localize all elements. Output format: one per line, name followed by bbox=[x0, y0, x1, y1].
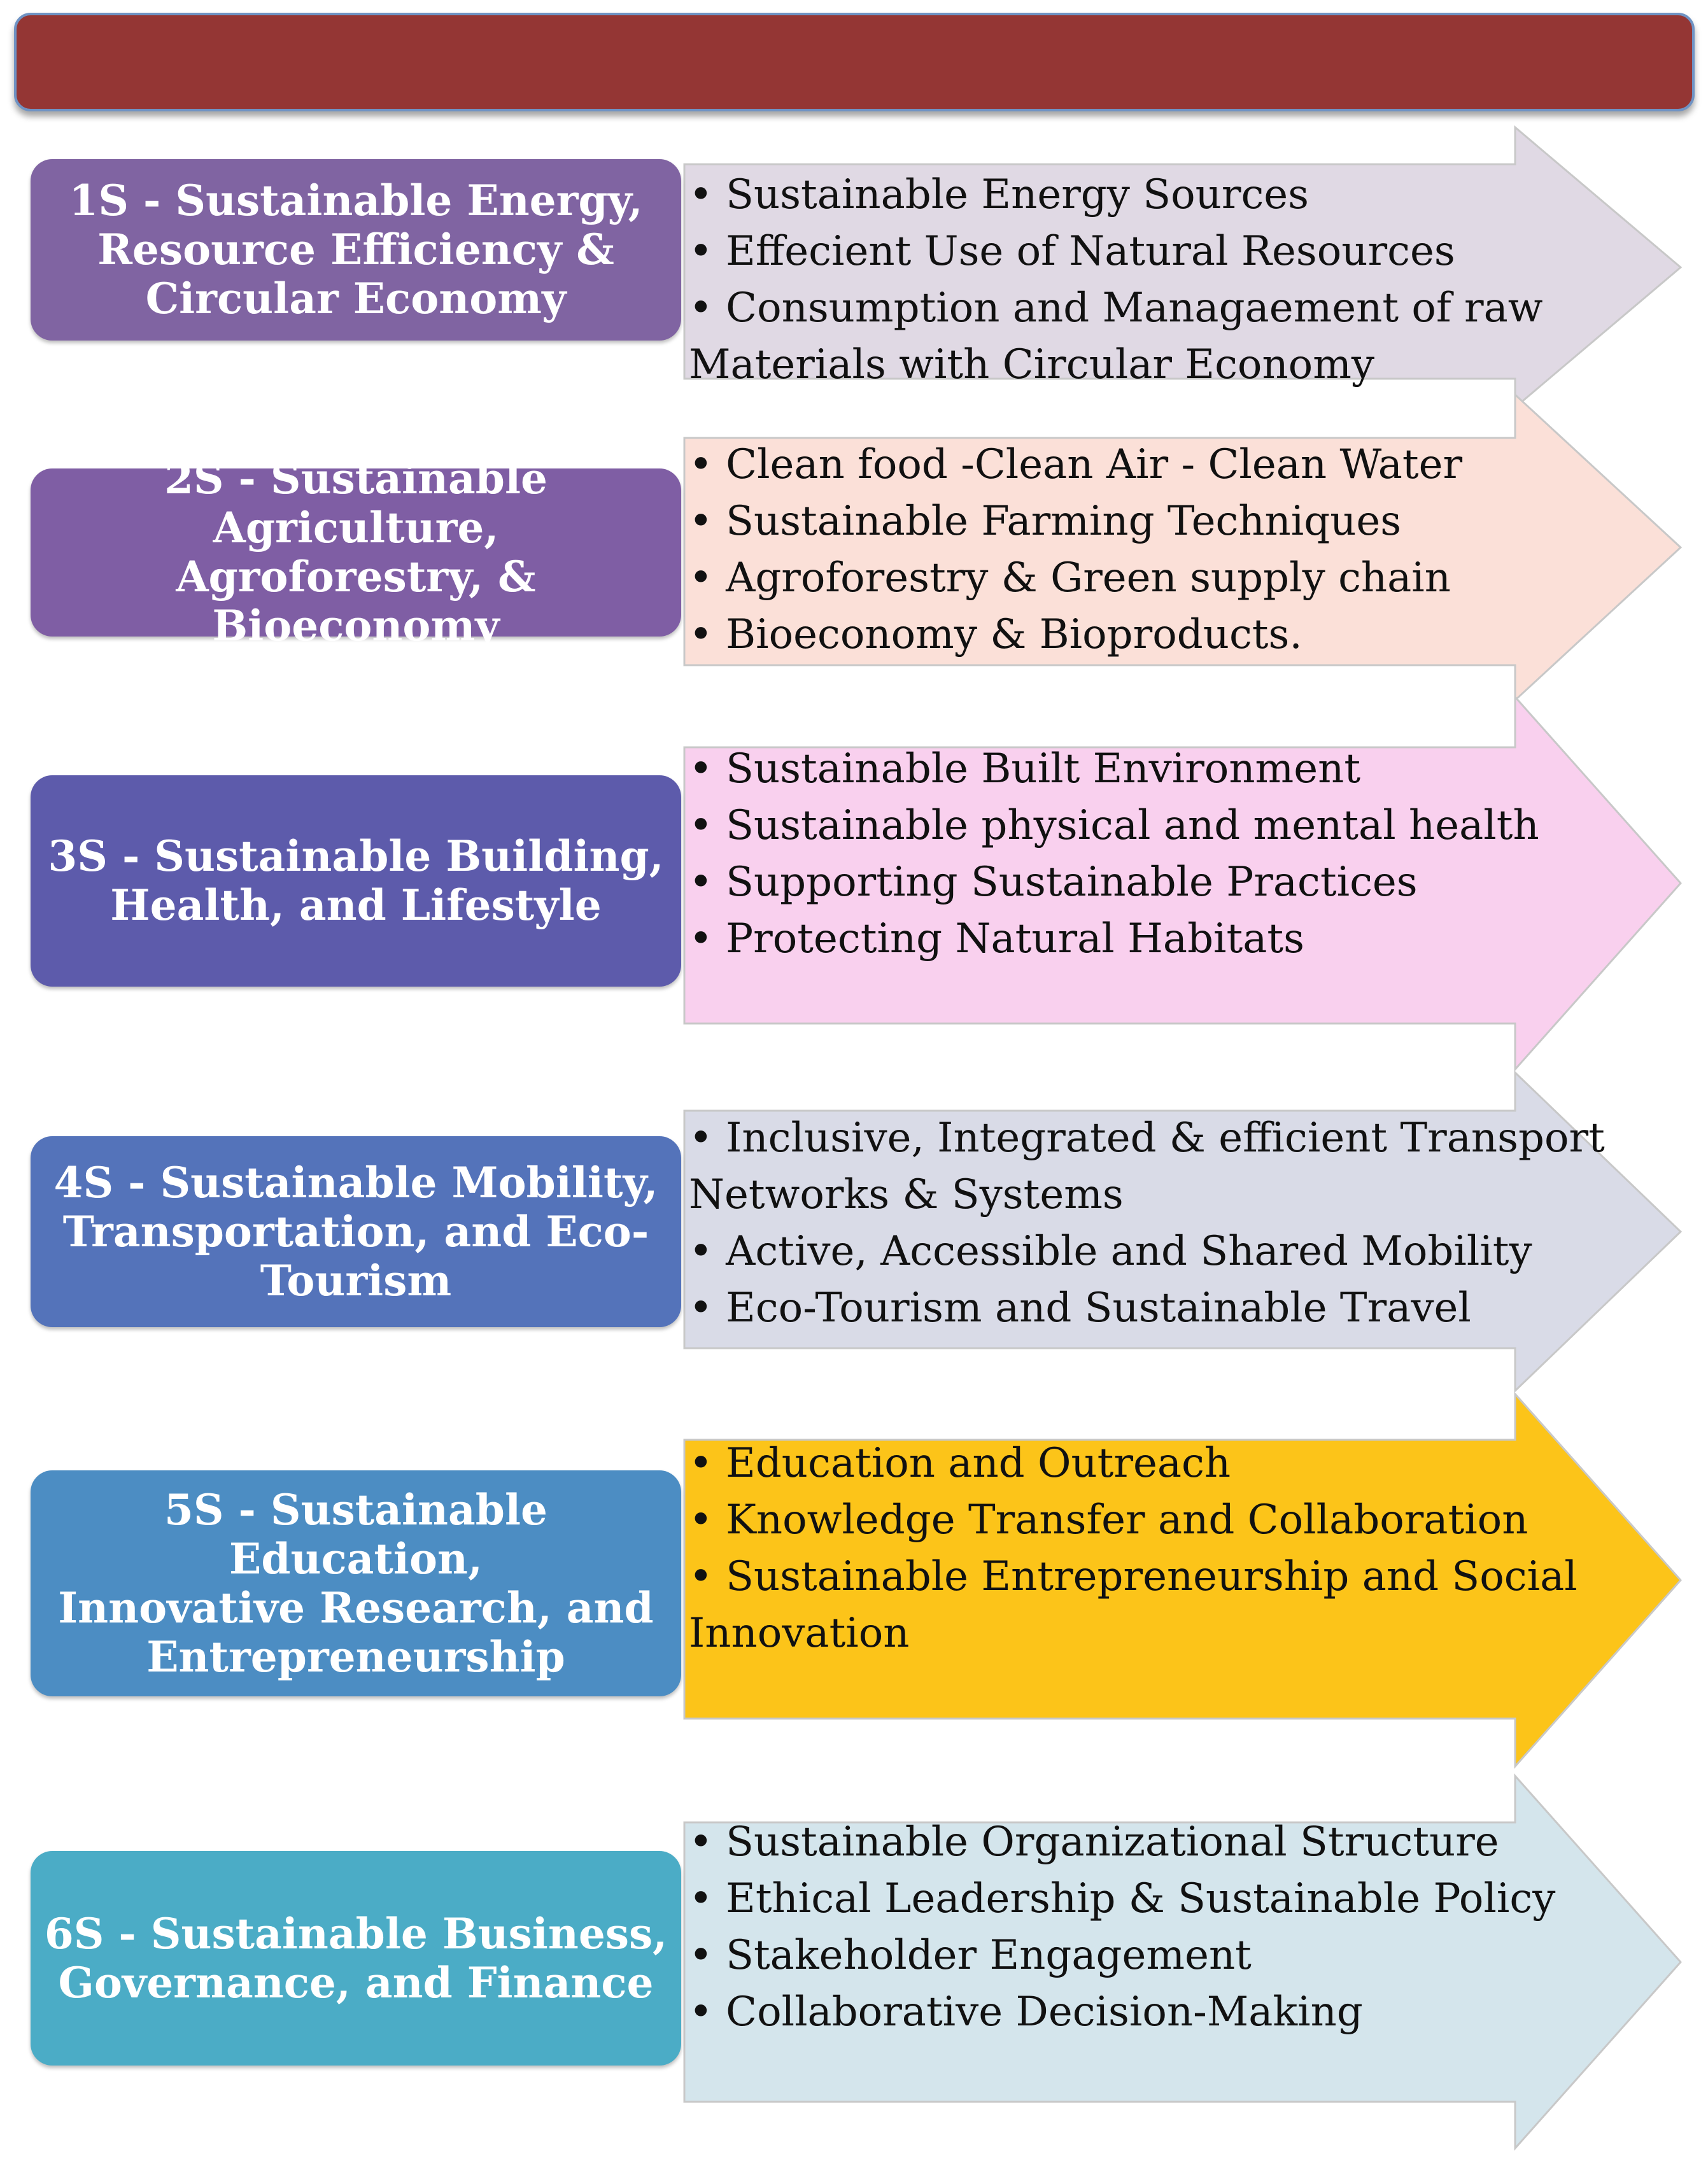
bullet-dot-icon: • bbox=[689, 611, 726, 658]
bullet-dot-icon: • bbox=[689, 1989, 726, 2036]
bullet-dot-icon: • bbox=[689, 1496, 726, 1544]
bullet-text: Sustainable Organizational Structure bbox=[726, 1819, 1499, 1866]
bullet-dot-icon: • bbox=[689, 554, 726, 602]
bullet-item bbox=[689, 1984, 1555, 2041]
category-label-6: 6S - Sustainable Business, Governance, and Finance bbox=[44, 1908, 668, 2008]
bullet-item bbox=[689, 1814, 1555, 1871]
bullet-dot-icon: • bbox=[689, 915, 726, 962]
bullet-text: Clean food -Clean Air - Clean Water bbox=[726, 441, 1463, 488]
bullet-text: Knowledge Transfer and Collaboration bbox=[726, 1496, 1528, 1544]
bullet-text: Sustainable Farming Techniques bbox=[726, 498, 1402, 545]
bullet-dot-icon: • bbox=[689, 1819, 726, 1866]
bullet-text: Sustainable Built Environment bbox=[726, 745, 1361, 792]
bullet-text: Consumption and Managaement of raw Materials with Circular Economy bbox=[689, 285, 1543, 388]
bullet-text: Protecting Natural Habitats bbox=[726, 915, 1304, 962]
category-label-1: 1S - Sustainable Energy, Resource Efficiency & Circular Economy bbox=[69, 176, 643, 323]
bullet-dot-icon: • bbox=[689, 1285, 726, 1332]
bullet-dot-icon: • bbox=[689, 1115, 726, 1162]
bullet-text: Education and Outreach bbox=[726, 1440, 1231, 1487]
bullet-text: Bioeconomy & Bioproducts. bbox=[726, 611, 1302, 658]
bullet-text: Sustainable physical and mental health bbox=[726, 802, 1539, 849]
bullet-text: Stakeholder Engagement bbox=[726, 1932, 1252, 1979]
bullet-item bbox=[689, 1871, 1555, 1927]
category-box-6 bbox=[31, 1851, 681, 2066]
bullet-text: Inclusive, Integrated & efficient Transport Networks & Systems bbox=[689, 1115, 1605, 1218]
bullet-dot-icon: • bbox=[689, 745, 726, 792]
bullet-text: Ethical Leadership & Sustainable Policy bbox=[726, 1875, 1556, 1922]
bullet-text: Supporting Sustainable Practices bbox=[726, 859, 1418, 906]
bullet-item bbox=[689, 1927, 1555, 1984]
category-label-4: 4S - Sustainable Mobility, Transportation, and Eco- Tourism bbox=[53, 1157, 658, 1306]
bullet-dot-icon: • bbox=[689, 441, 726, 488]
category-label-5: 5S - Sustainable Education, Innovative Research, and Entrepreneurship bbox=[58, 1484, 654, 1682]
bullet-dot-icon: • bbox=[689, 1875, 726, 1922]
bullet-text: Effecient Use of Natural Resources bbox=[726, 228, 1455, 275]
bullet-text: Sustainable Entrepreneurship and Social Innovation bbox=[689, 1553, 1577, 1657]
bullet-dot-icon: • bbox=[689, 802, 726, 849]
bullet-dot-icon: • bbox=[689, 1932, 726, 1979]
bullet-dot-icon: • bbox=[689, 228, 726, 275]
bullet-dot-icon: • bbox=[689, 1553, 726, 1600]
bullet-text: Eco-Tourism and Sustainable Travel bbox=[726, 1285, 1471, 1332]
bullet-dot-icon: • bbox=[689, 171, 726, 218]
category-label-2: 2S - Sustainable Agriculture, Agroforestry, & Bioeconomy bbox=[164, 454, 548, 651]
bullet-list-6 bbox=[689, 1814, 1555, 2041]
bullet-text: Agroforestry & Green supply chain bbox=[726, 554, 1451, 602]
bullet-dot-icon: • bbox=[689, 498, 726, 545]
bullet-dot-icon: • bbox=[689, 1228, 726, 1275]
bullet-text: Sustainable Energy Sources bbox=[726, 171, 1309, 218]
category-label-3: 3S - Sustainable Building, Health, and Lifestyle bbox=[48, 831, 664, 930]
bullet-dot-icon: • bbox=[689, 859, 726, 906]
bullet-dot-icon: • bbox=[689, 1440, 726, 1487]
bullet-text: Active, Accessible and Shared Mobility bbox=[726, 1228, 1532, 1275]
bullet-dot-icon: • bbox=[689, 285, 726, 332]
bullet-text: Collaborative Decision-Making bbox=[726, 1989, 1363, 2036]
